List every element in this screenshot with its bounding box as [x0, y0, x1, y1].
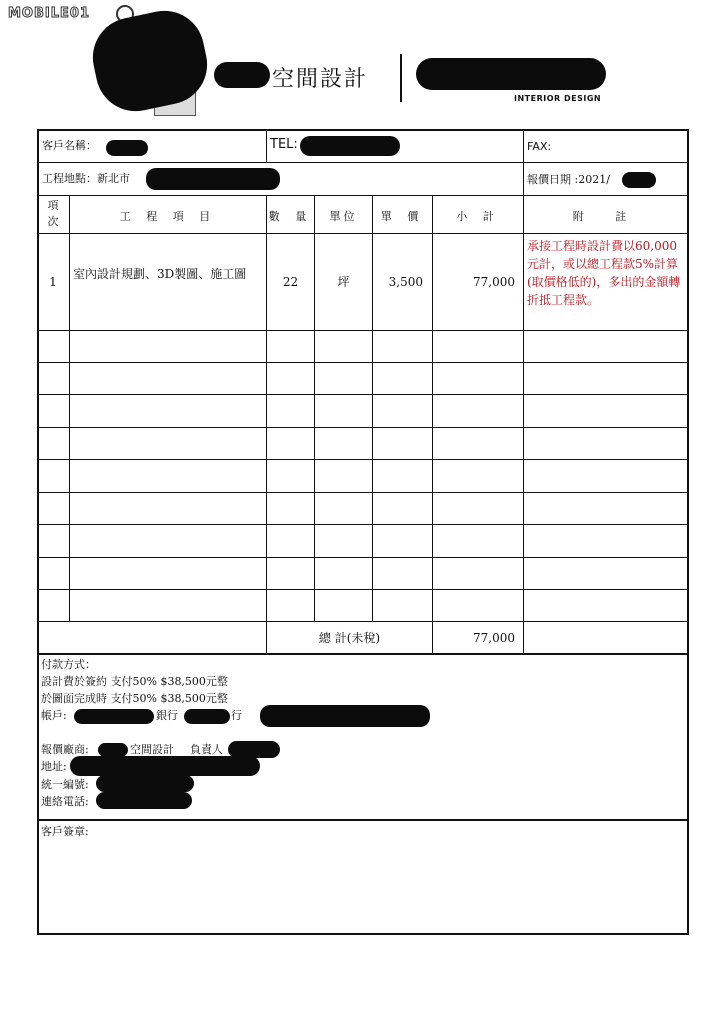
company-name-redaction: [214, 62, 270, 88]
payment-line-1: 設計費於簽約 支付50% $38,500元整: [41, 675, 228, 688]
tax-id-label: 統一編號:: [41, 778, 89, 791]
bank-redaction: [184, 709, 230, 724]
quote-vendor-label: 報價廠商:: [41, 743, 89, 756]
branch-label: 行: [231, 709, 242, 722]
client-label: 客戶名稱：: [42, 139, 97, 152]
col-header-price: 單 價: [380, 210, 425, 223]
total-value: 77,000: [473, 631, 515, 645]
col-line: [523, 195, 524, 653]
header-divider: [400, 54, 402, 102]
total-label: 總 計(未稅): [318, 631, 381, 645]
row-line: [37, 162, 689, 163]
row-line: [37, 459, 689, 460]
row-no: 1: [49, 275, 57, 289]
row-line: [37, 819, 689, 821]
date-redaction: [622, 172, 656, 188]
col-header-unit: 單位: [329, 210, 358, 223]
payment-title: 付款方式：: [41, 658, 96, 671]
row-qty: 22: [282, 275, 299, 289]
row-line: [37, 621, 689, 622]
col-line: [432, 195, 433, 653]
col-line: [69, 195, 70, 621]
col-header-note: 附 註: [572, 210, 641, 223]
phone-label: 連絡電話:: [41, 795, 89, 808]
payment-line-2: 於圖面完成時 支付50% $38,500元整: [41, 692, 228, 705]
tax-id-redaction: [96, 775, 194, 792]
company-en-name-redaction: [416, 58, 606, 90]
col-line: [372, 195, 373, 621]
col-line: [266, 195, 267, 653]
col-header-qty: 數 量: [268, 210, 313, 223]
account-label: 帳戶:: [41, 709, 67, 722]
col-header-subtotal: 小 計: [456, 210, 500, 223]
account-number-redaction: [260, 705, 430, 727]
site-redaction: [146, 168, 280, 190]
row-price: 3,500: [388, 275, 423, 289]
address-redaction: [70, 756, 260, 776]
company-subtitle: INTERIOR DESIGN: [514, 94, 602, 103]
col-line: [314, 195, 315, 621]
col-header-no: 項 次: [47, 199, 59, 228]
owner-label: 負責人: [190, 743, 223, 756]
row-line: [37, 362, 689, 363]
phone-redaction: [96, 792, 192, 809]
fax-label: FAX:: [527, 140, 552, 153]
company-name: 空間設計: [272, 67, 369, 92]
row-line: [37, 492, 689, 493]
row-unit: 坪: [337, 275, 350, 289]
account-redaction: [74, 709, 154, 724]
row-line: [37, 653, 689, 655]
client-redaction: [106, 140, 148, 156]
date-label: 報價日期 :2021/: [527, 173, 610, 186]
row-line: [37, 557, 689, 558]
tel-label: TEL:: [270, 137, 298, 152]
address-label: 地址:: [41, 760, 67, 773]
watermark: MOBILE01: [8, 6, 90, 21]
row-line: [37, 330, 689, 331]
row-line: [37, 589, 689, 590]
row-subtotal: 77,000: [473, 275, 515, 289]
row-item: 室內設計規劃、3D製圖、施工圖: [73, 267, 247, 281]
signature-label: 客戶簽章:: [41, 825, 89, 838]
row-line: [37, 394, 689, 395]
row-line: [37, 427, 689, 428]
row-line: [37, 233, 689, 234]
col-header-item: 工 程 項 目: [119, 210, 217, 223]
tel-redaction: [300, 136, 400, 156]
bank-label: 銀行: [156, 709, 178, 722]
row-line: [37, 195, 689, 196]
site-label: 工程地點：新北市: [42, 172, 130, 185]
col-line: [523, 129, 524, 195]
row-note: 承接工程時設計費以60,000元計，或以總工程款5%計算(取價格低的)，多出的金額轉折抵工程款。: [527, 239, 681, 307]
vendor-redaction: [98, 743, 128, 757]
col-line: [266, 129, 267, 162]
vendor-company: 空間設計: [130, 743, 174, 756]
row-line: [37, 524, 689, 525]
